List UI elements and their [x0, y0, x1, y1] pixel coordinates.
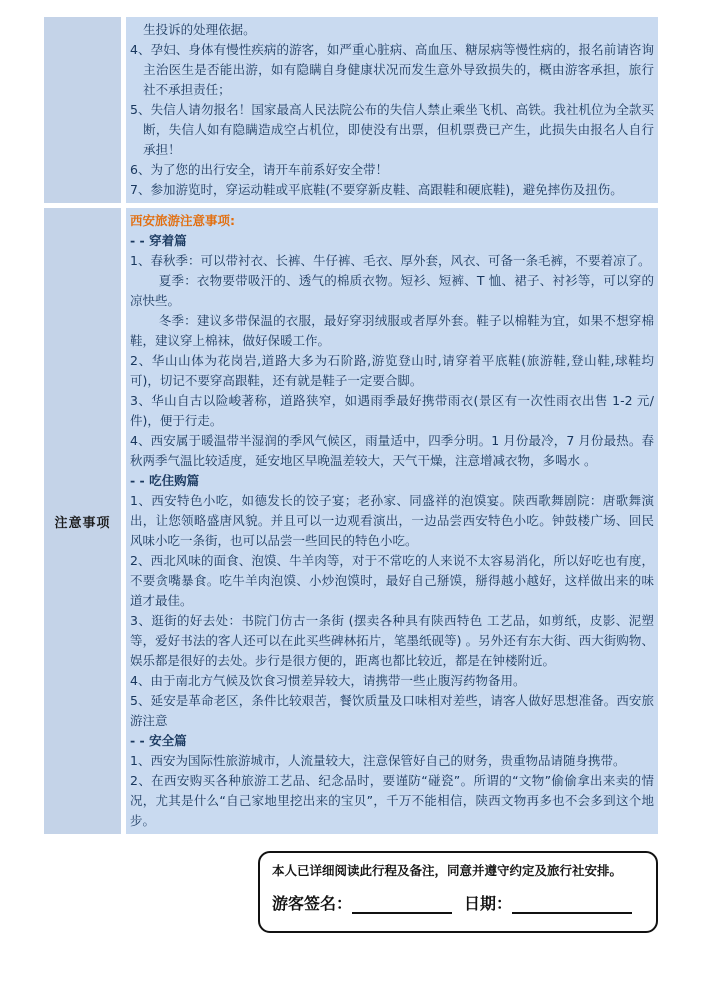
paragraph: 1、西安为国际性旅游城市，人流量较大，注意保管好自己的财务，贵重物品请随身携带。 — [130, 753, 626, 768]
row-label-cell-empty — [44, 17, 121, 203]
paragraph: 2、西北风味的面食、泡馍、牛羊肉等，对于不常吃的人来说不太容易消化，所以好吃也有度，不要贪嘴暴食。吃牛羊肉泡馍、小炒泡馍时，最好自己掰馍，掰得越小越好，这样做出来的味道才最佳。 — [130, 553, 654, 608]
date-blank-line — [512, 896, 632, 914]
paragraph: 生投诉的处理依据。 — [143, 22, 256, 37]
general-notes-content — [126, 17, 658, 203]
row-label-cell-notes — [44, 208, 121, 834]
signature-box — [258, 851, 658, 933]
paragraph: 1、春秋季：可以带衬衣、长裤、牛仔裤、毛衣、厚外套，风衣、可备一条毛裤，不要着凉了。 — [130, 253, 651, 268]
paragraph: 4、由于南北方气候及饮食习惯差异较大，请携带一些止腹泻药物备用。 — [130, 673, 526, 688]
paragraph: 5、失信人请勿报名！国家最高人民法院公布的失信人禁止乘坐飞机、高铁。我社机位为全款买断，失信人如有隐瞒造成空占机位，即使没有出票，但机票费已产生，此损失由报名人自行承担！ — [130, 102, 654, 157]
notes-table — [44, 17, 658, 839]
paragraph: 7、参加游览时，穿运动鞋或平底鞋(不要穿新皮鞋、高跟鞋和硬底鞋)，避免摔伤及扭伤。 — [130, 182, 623, 197]
paragraph: 5、延安是革命老区，条件比较艰苦，餐饮质量及口味相对差些，请客人做好思想准备。西安旅游注意 — [130, 693, 654, 728]
paragraph: 2、在西安购买各种旅游工艺品、纪念品时，要谨防“碰瓷”。所谓的“文物”偷偷拿出来卖的情况，尤其是什么“自己家地里挖出来的宝贝”，千万不能相信，陕西文物再多也不会多到这个地步。 — [130, 773, 654, 828]
signature-blank-line — [352, 896, 452, 914]
paragraph: - - 穿着篇 — [130, 233, 187, 248]
paragraph: 3、华山自古以险峻著称，道路狭窄，如遇雨季最好携带雨衣(景区有一次性雨衣出售 1-2 元/件)，便于行走。 — [130, 393, 654, 428]
table-row — [44, 17, 658, 203]
paragraph: 2、华山山体为花岗岩,道路大多为石阶路,游览登山时,请穿着平底鞋(旅游鞋,登山鞋,球鞋均可)，切记不要穿高跟鞋，还有就是鞋子一定要合脚。 — [130, 353, 654, 388]
paragraph: 西安旅游注意事项: — [130, 213, 235, 228]
paragraph: 冬季：建议多带保温的衣服，最好穿羽绒服或者厚外套。鞋子以棉鞋为宜，如果不想穿棉鞋，建议穿上棉袜，做好保暖工作。 — [130, 313, 654, 348]
paragraph: 6、为了您的出行安全，请开车前系好安全带！ — [130, 162, 388, 177]
paragraph: - - 安全篇 — [130, 733, 187, 748]
paragraph: 4、西安属于暖温带半湿润的季风气候区，雨量适中，四季分明。1 月份最冷，7 月份最热。春秋两季气温比较适度，延安地区早晚温差较大，天气干燥，注意增减衣物，多喝水 。 — [130, 433, 654, 468]
table-row — [44, 208, 658, 834]
signature-line-row — [272, 891, 646, 914]
date-label: 日期： — [464, 894, 513, 913]
paragraph: - - 吃住购篇 — [130, 473, 200, 488]
paragraph: 3、逛街的好去处：书院门仿古一条街 (摆卖各种具有陕西特色 工艺品，如剪纸，皮影、泥塑等，爱好书法的客人还可以在此买些碑林拓片，笔墨纸砚等) 。另外还有东大街、西大街购物、娱乐都是很好的去处。步行是很方便的，距离也都比较近，都是在钟楼附近。 — [130, 613, 654, 668]
paragraph: 1、西安特色小吃，如德发长的饺子宴；老孙家、同盛祥的泡馍宴。陕西歌舞剧院：唐歌舞演出，让您领略盛唐风貌。并且可以一边观看演出，一边品尝西安特色小吃。钟鼓楼广场、回民风味小吃一条街，也可以品尝一些回民的特色小吃。 — [130, 493, 654, 548]
notes-row-label: 注意事项 — [54, 515, 111, 531]
paragraph: 夏季：衣物要带吸汗的、透气的棉质衣物。短衫、短裤、T 恤、裙子、衬衫等，可以穿的凉快些。 — [130, 273, 654, 308]
xian-travel-notes-content — [126, 208, 658, 834]
paragraph: 4、孕妇、身体有慢性疾病的游客，如严重心脏病、高血压、糖尿病等慢性病的，报名前请咨询主治医生是否能出游，如有隐瞒自身健康状况而发生意外导致损失的，概由游客承担，旅行社不承担责任； — [130, 42, 654, 97]
signature-statement: 本人已详细阅读此行程及备注，同意并遵守约定及旅行社安排。 — [272, 863, 623, 878]
tourist-signature-label: 游客签名： — [272, 894, 353, 913]
